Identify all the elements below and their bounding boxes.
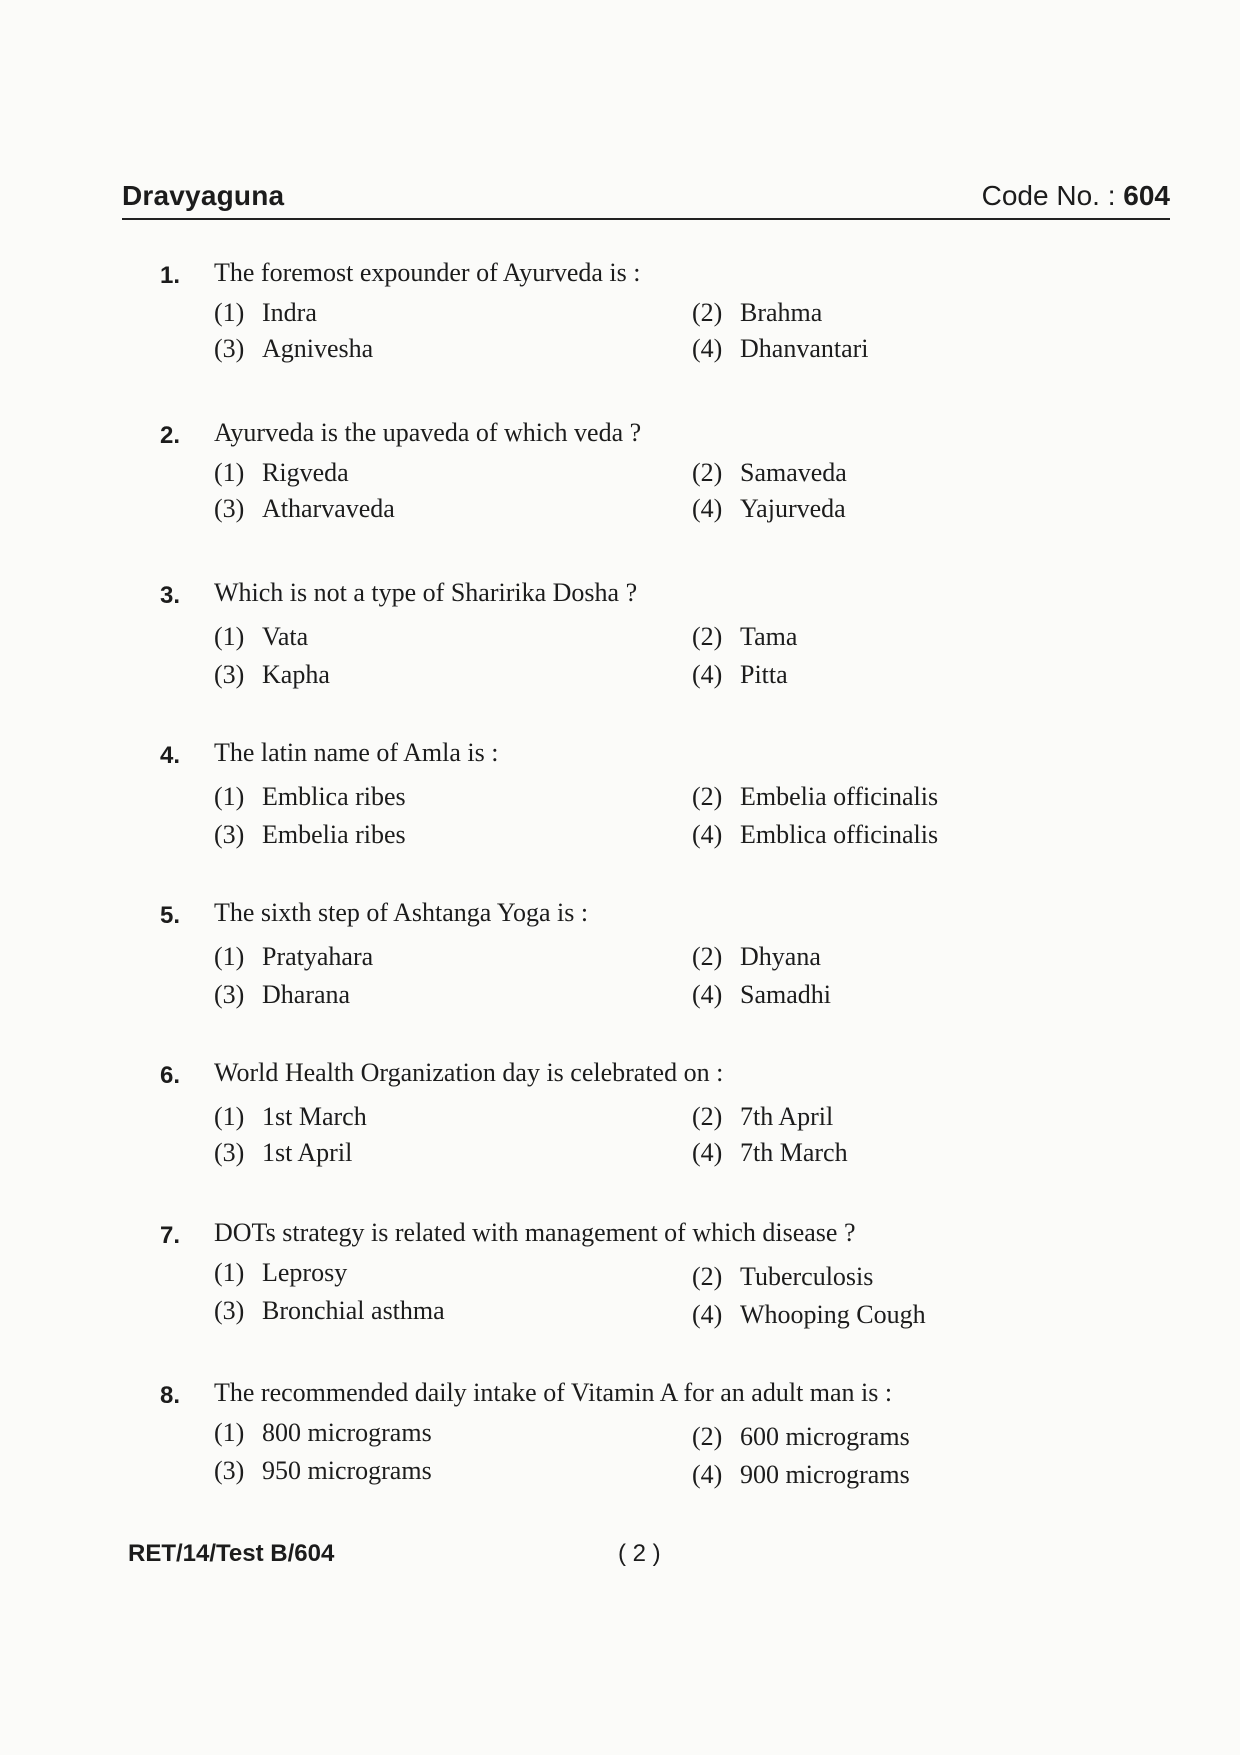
question-3 (160, 578, 1060, 742)
option-4: (4) Pitta (692, 660, 788, 689)
question-list (160, 258, 1060, 1542)
option-3: (3) Atharvaveda (214, 494, 395, 523)
question-number: 8. (160, 1382, 181, 1409)
option-3: (3) Agnivesha (214, 334, 374, 363)
option-2: (2) Brahma (692, 298, 823, 327)
question-text: DOTs strategy is related with management of which disease ? (214, 1218, 856, 1247)
page-header (122, 178, 1170, 218)
question-2 (160, 418, 1060, 582)
page-number: ( 2 ) (618, 1540, 661, 1567)
option-4: (4) 900 micrograms (692, 1460, 910, 1489)
question-4 (160, 738, 1060, 902)
option-3: (3) Dharana (214, 980, 351, 1009)
question-1 (160, 258, 1060, 422)
question-5 (160, 898, 1060, 1062)
subject-title: Dravyaguna (122, 180, 285, 211)
option-2: (2) Tuberculosis (692, 1262, 874, 1291)
code-label: Code No. : (981, 180, 1116, 211)
option-1: (1) 800 micrograms (214, 1418, 432, 1447)
option-3: (3) Kapha (214, 660, 330, 689)
option-1: (1) Vata (214, 622, 309, 651)
question-number: 5. (160, 902, 181, 929)
code-number (982, 180, 1170, 212)
option-1: (1) Pratyahara (214, 942, 374, 971)
option-4: (4) Emblica officinalis (692, 820, 939, 849)
option-3: (3) 1st April (214, 1138, 353, 1167)
option-1: (1) 1st March (214, 1102, 367, 1131)
question-text: The foremost expounder of Ayurveda is : (214, 258, 641, 287)
option-1: (1) Indra (214, 298, 317, 327)
option-4: (4) Yajurveda (692, 494, 846, 523)
option-3: (3) Bronchial asthma (214, 1296, 445, 1325)
option-3: (3) Embelia ribes (214, 820, 406, 849)
question-number: 1. (160, 262, 181, 289)
option-4: (4) Samadhi (692, 980, 831, 1009)
question-number: 2. (160, 422, 181, 449)
option-4: (4) 7th March (692, 1138, 848, 1167)
question-number: 6. (160, 1062, 181, 1089)
option-1: (1) Leprosy (214, 1258, 348, 1287)
option-2: (2) 7th April (692, 1102, 834, 1131)
option-4: (4) Dhanvantari (692, 334, 869, 363)
option-2: (2) Embelia officinalis (692, 782, 939, 811)
option-2: (2) Tama (692, 622, 798, 651)
paper-code: RET/14/Test B/604 (128, 1540, 335, 1567)
question-text: Ayurveda is the upaveda of which veda ? (214, 418, 642, 447)
question-text: The recommended daily intake of Vitamin A for an adult man is : (214, 1378, 893, 1407)
question-7 (160, 1218, 1060, 1382)
option-4: (4) Whooping Cough (692, 1300, 926, 1329)
question-number: 7. (160, 1222, 181, 1249)
page-footer (128, 1540, 1028, 1576)
option-1: (1) Rigveda (214, 458, 349, 487)
question-8 (160, 1378, 1060, 1542)
question-6 (160, 1058, 1060, 1222)
option-1: (1) Emblica ribes (214, 782, 406, 811)
code-value: 604 (1123, 180, 1170, 211)
option-2: (2) Dhyana (692, 942, 821, 971)
header-rule (122, 218, 1170, 220)
question-text: World Health Organization day is celebrated on : (214, 1058, 724, 1087)
question-text: The sixth step of Ashtanga Yoga is : (214, 898, 589, 927)
option-2: (2) Samaveda (692, 458, 847, 487)
option-3: (3) 950 micrograms (214, 1456, 432, 1485)
question-number: 3. (160, 582, 181, 609)
option-2: (2) 600 micrograms (692, 1422, 910, 1451)
question-text: The latin name of Amla is : (214, 738, 499, 767)
question-number: 4. (160, 742, 181, 769)
question-text: Which is not a type of Sharirika Dosha ? (214, 578, 638, 607)
